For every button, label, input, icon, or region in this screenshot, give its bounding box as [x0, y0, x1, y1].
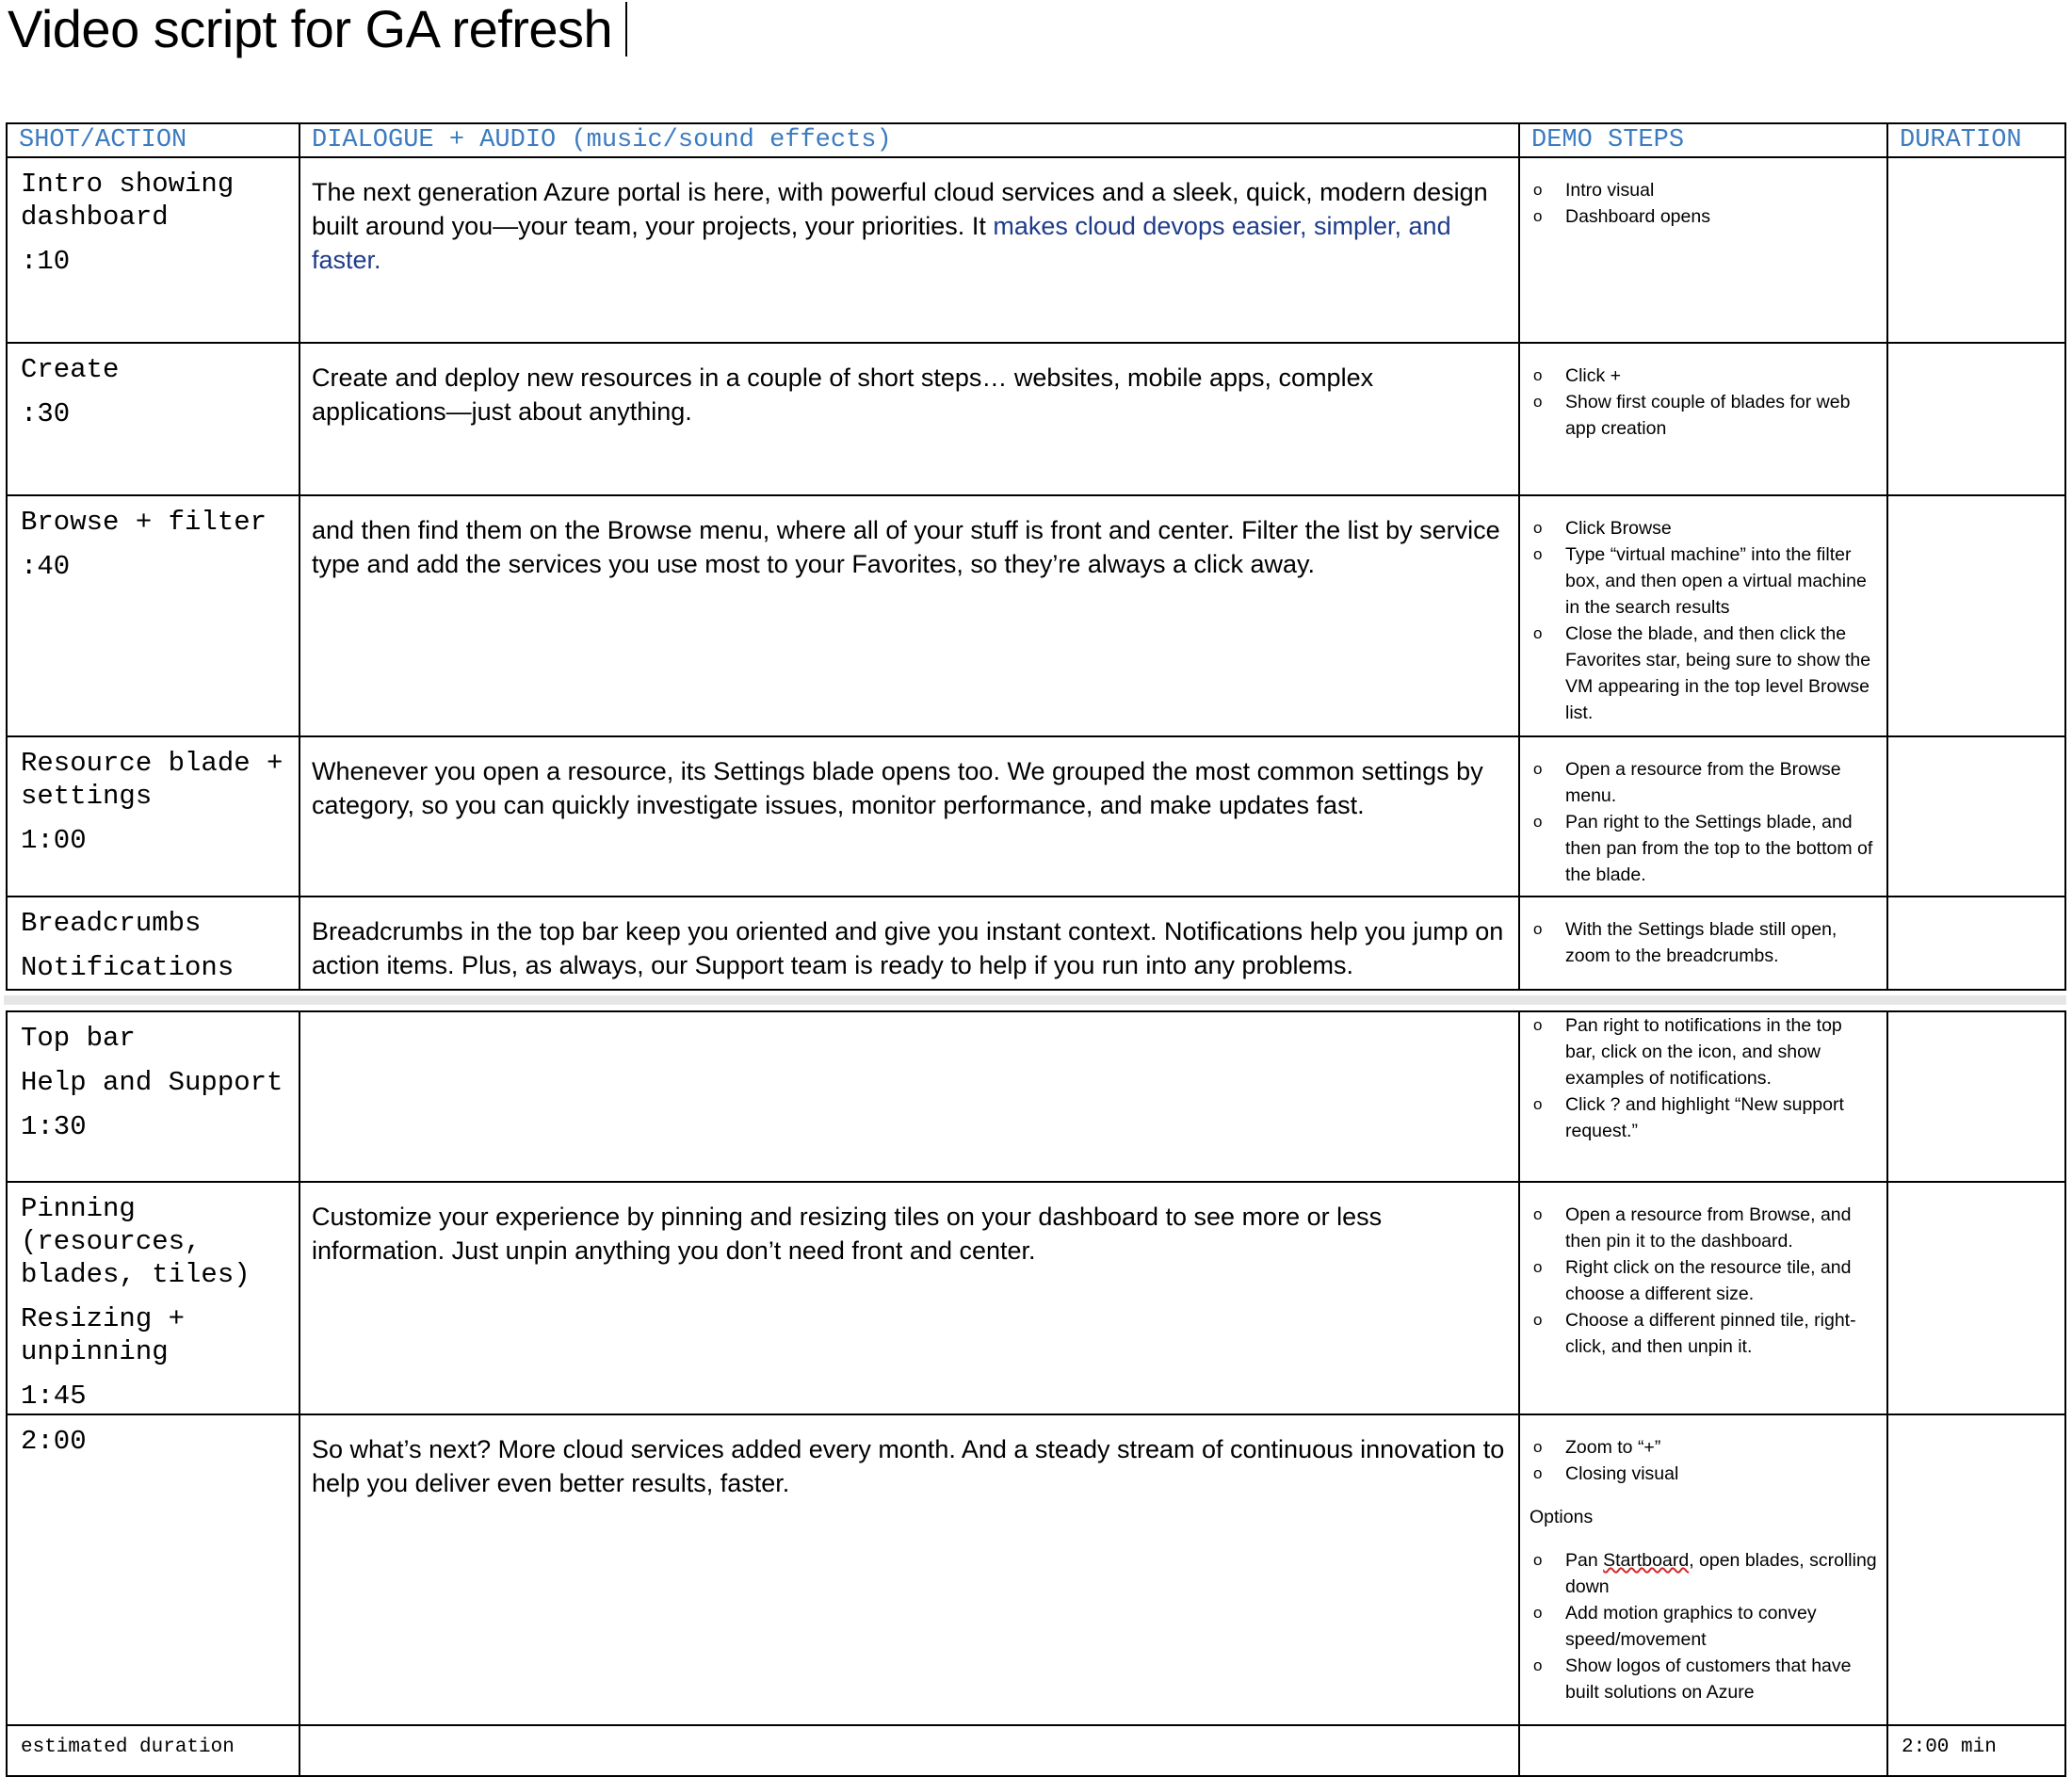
- footer-empty-cell: [299, 1725, 1519, 1776]
- document-title: [8, 0, 627, 58]
- demo-step: o Click ? and highlight “New support request.”: [1530, 1091, 1877, 1144]
- demo-step: o Click +: [1530, 363, 1877, 389]
- table-row: [7, 1011, 2065, 1182]
- demo-cell: [1519, 157, 1887, 343]
- demo-cell: [1519, 736, 1887, 897]
- duration-cell: [1887, 1011, 2065, 1182]
- option-step: [1530, 1547, 1877, 1600]
- demo-step: o Closing visual: [1530, 1461, 1877, 1487]
- dialogue-cell: [299, 1011, 1519, 1182]
- shot-cell: [7, 343, 299, 495]
- shot-cell: [7, 495, 299, 736]
- dialogue-text: [300, 1012, 1518, 1029]
- duration-cell: [1887, 157, 2065, 343]
- page-break: [4, 995, 2066, 1005]
- shot-time: :30: [21, 398, 71, 429]
- dialogue-cell: [299, 343, 1519, 495]
- table-row: [7, 343, 2065, 495]
- table-row: [7, 495, 2065, 736]
- shot-time: 1:00: [21, 825, 87, 856]
- dialogue-cell: [299, 157, 1519, 343]
- script-table-page-2: [6, 1010, 2066, 1777]
- document-title-text: Video script for GA refresh: [8, 0, 613, 58]
- shot-cell: [7, 1182, 299, 1414]
- footer-empty-cell: [1519, 1725, 1887, 1776]
- header-demo: DEMO STEPS: [1531, 126, 1685, 154]
- header-shot: SHOT/ACTION: [19, 126, 187, 154]
- dialogue-cell: [299, 1182, 1519, 1414]
- table-row: [7, 897, 2065, 990]
- shot-text: Top bar: [21, 1023, 136, 1054]
- demo-cell: [1519, 1182, 1887, 1414]
- options-label: Options: [1530, 1507, 1594, 1527]
- estimated-duration-label: estimated duration: [21, 1737, 235, 1758]
- table-row: [7, 736, 2065, 897]
- demo-step: o With the Settings blade still open, zoom to the breadcrumbs.: [1530, 916, 1877, 969]
- duration-cell: [1887, 897, 2065, 990]
- shot-text: Notifications: [21, 952, 235, 983]
- demo-step: o Type “virtual machine” into the filter box, and then open a virtual machine in the search results: [1530, 541, 1877, 621]
- shot-cell: [7, 1011, 299, 1182]
- shot-text: Breadcrumbs: [21, 908, 202, 939]
- demo-step: o Pan right to the Settings blade, and then pan from the top to the bottom of the blade.: [1530, 809, 1877, 888]
- table-row: [7, 157, 2065, 343]
- dialogue-text: Create and deploy new resources in a couple of short steps… websites, mobile apps, complex applications—just about anything.: [312, 363, 1374, 426]
- spelling-error-word: Startboard: [1603, 1550, 1690, 1571]
- demo-cell: [1519, 1011, 1887, 1182]
- dialogue-text: So what’s next? More cloud services added every month. And a steady stream of continuous innovation to help you deliver even better results, faster.: [312, 1435, 1505, 1497]
- demo-step: o Show first couple of blades for web app creation: [1530, 389, 1877, 442]
- estimated-duration-value: 2:00 min: [1902, 1737, 1997, 1758]
- table-row: [7, 1414, 2065, 1725]
- shot-time: 1:30: [21, 1111, 87, 1142]
- option-text: Pan: [1565, 1550, 1604, 1571]
- option-step: o Add motion graphics to convey speed/movement: [1530, 1600, 1877, 1653]
- dialogue-highlight-text: makes cloud devops easier, simpler, and faster.: [312, 212, 1451, 274]
- duration-cell: [1887, 1414, 2065, 1725]
- demo-step: o Zoom to “+”: [1530, 1434, 1877, 1461]
- shot-text: Resizing + unpinning: [21, 1303, 186, 1367]
- dialogue-text: Whenever you open a resource, its Settings blade opens too. We grouped the most common settings by category, so you can quickly investigate issues, monitor performance, and make updates fast.: [312, 757, 1483, 819]
- shot-time: 1:45: [21, 1381, 87, 1412]
- shot-time: :40: [21, 551, 71, 582]
- demo-step: o Open a resource from Browse, and then pin it to the dashboard.: [1530, 1202, 1877, 1254]
- shot-cell: [7, 736, 299, 897]
- shot-cell: [7, 157, 299, 343]
- header-dialogue-cell: [299, 123, 1519, 157]
- option-text: , open blades, scrolling down: [1565, 1550, 1877, 1597]
- header-shot-cell: [7, 123, 299, 157]
- demo-step: o Dashboard opens: [1530, 203, 1877, 230]
- header-duration-cell: [1887, 123, 2065, 157]
- footer-duration-cell: [1887, 1725, 2065, 1776]
- demo-cell: [1519, 897, 1887, 990]
- duration-cell: [1887, 495, 2065, 736]
- shot-cell: [7, 897, 299, 990]
- demo-step: o Open a resource from the Browse menu.: [1530, 756, 1877, 809]
- shot-text: Resource blade + settings: [21, 748, 283, 812]
- header-dialogue: DIALOGUE + AUDIO (music/sound effects): [312, 126, 892, 154]
- shot-text: Create: [21, 354, 120, 385]
- dialogue-text: Customize your experience by pinning and resizing tiles on your dashboard to see more or less information. Just unpin anything you don’t need front and center.: [312, 1203, 1383, 1265]
- header-duration: DURATION: [1900, 126, 2022, 154]
- header-demo-cell: [1519, 123, 1887, 157]
- demo-step: o Click Browse: [1530, 515, 1877, 541]
- dialogue-cell: [299, 736, 1519, 897]
- duration-cell: [1887, 736, 2065, 897]
- demo-cell: [1519, 343, 1887, 495]
- shot-text: Pinning (resources, blades, tiles): [21, 1193, 251, 1290]
- shot-cell: [7, 1414, 299, 1725]
- shot-time: :10: [21, 246, 71, 277]
- dialogue-cell: [299, 1414, 1519, 1725]
- demo-step: o Close the blade, and then click the Favorites star, being sure to show the VM appearing in the top level Browse list.: [1530, 621, 1877, 726]
- demo-step: o Choose a different pinned tile, right-click, and then unpin it.: [1530, 1307, 1877, 1360]
- text-cursor: [625, 2, 627, 57]
- duration-cell: [1887, 1182, 2065, 1414]
- footer-row: [7, 1725, 2065, 1776]
- demo-step: o Pan right to notifications in the top bar, click on the icon, and show examples of notifications.: [1530, 1012, 1877, 1091]
- shot-text: Help and Support: [21, 1067, 283, 1098]
- table-row: [7, 1182, 2065, 1414]
- demo-step: o Right click on the resource tile, and choose a different size.: [1530, 1254, 1877, 1307]
- dialogue-cell: [299, 897, 1519, 990]
- duration-cell: [1887, 343, 2065, 495]
- header-row: [7, 123, 2065, 157]
- shot-time: 2:00: [21, 1426, 87, 1457]
- shot-text: Browse + filter: [21, 507, 267, 538]
- dialogue-text: and then find them on the Browse menu, where all of your stuff is front and center. Filter the list by service type and add the services you use most to your Favorites, so they’re always a click away.: [312, 516, 1500, 578]
- dialogue-text: The next generation Azure portal is here, with powerful cloud services and a sleek, quick, modern design built around you—your team, your projects, your priorities. It: [312, 178, 1488, 240]
- dialogue-cell: [299, 495, 1519, 736]
- dialogue-text: Breadcrumbs in the top bar keep you oriented and give you instant context. Notifications help you jump on action items. Plus, as always, our Support team is ready to help if you run into any problems.: [312, 917, 1504, 979]
- demo-cell: [1519, 495, 1887, 736]
- script-table-page-1: [6, 122, 2066, 991]
- option-step: o Show logos of customers that have built solutions on Azure: [1530, 1653, 1877, 1705]
- footer-label-cell: [7, 1725, 299, 1776]
- demo-cell: [1519, 1414, 1887, 1725]
- shot-text: Intro showing dashboard: [21, 169, 235, 233]
- demo-step: o Intro visual: [1530, 177, 1877, 203]
